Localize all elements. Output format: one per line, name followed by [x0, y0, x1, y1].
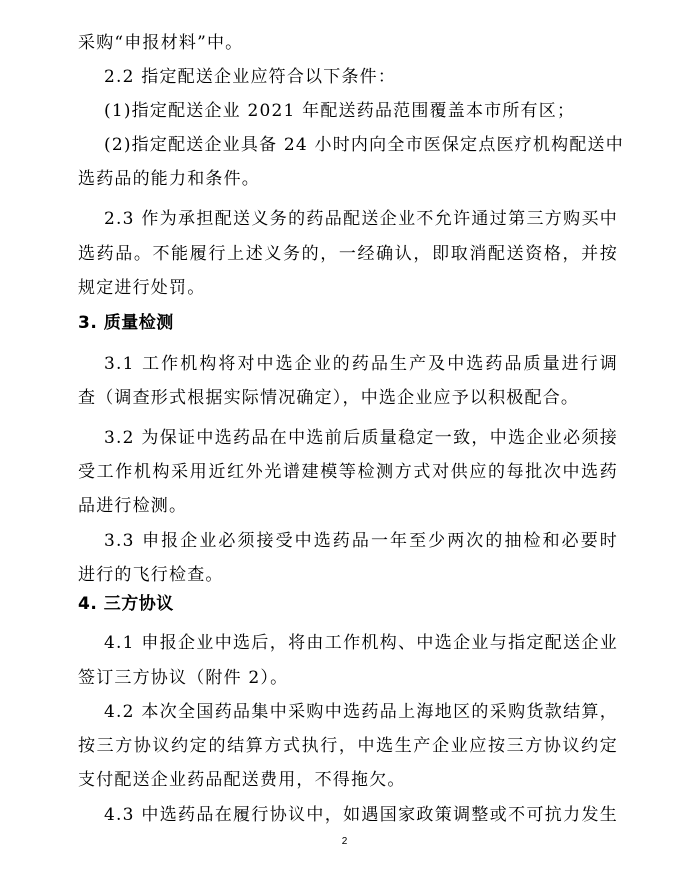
paragraph-line: 2.2 指定配送企业应符合以下条件：	[104, 67, 397, 87]
paragraph-line: 3.1 工作机构将对中选企业的药品生产及中选药品质量进行调	[104, 354, 618, 374]
paragraph-line: 4.2 本次全国药品集中采购中选药品上海地区的采购货款结算，	[104, 702, 618, 722]
section-heading: 4. 三方协议	[78, 594, 174, 614]
paragraph-line: 采购“申报材料”中。	[78, 33, 244, 53]
paragraph-line: 2.3 作为承担配送义务的药品配送企业不允许通过第三方购买中	[104, 209, 618, 229]
paragraph-line: 选药品。不能履行上述义务的，一经确认，即取消配送资格，并按	[78, 244, 618, 264]
paragraph-line: 3.3 申报企业必须接受中选药品一年至少两次的抽检和必要时	[104, 531, 618, 551]
paragraph-line: 4.3 中选药品在履行协议中，如遇国家政策调整或不可抗力发生	[104, 805, 618, 825]
paragraph-line: 支付配送企业药品配送费用，不得拖欠。	[78, 770, 406, 790]
paragraph-line: 品进行检测。	[78, 496, 188, 516]
paragraph-line: 按三方协议约定的结算方式执行，中选生产企业应按三方协议约定	[78, 736, 618, 756]
paragraph-line: 选药品的能力和条件。	[78, 169, 260, 189]
paragraph-line: 签订三方协议（附件 2）。	[78, 668, 289, 688]
paragraph-line: 进行的飞行检查。	[78, 565, 224, 585]
paragraph-line: (1)指定配送企业 2021 年配送药品范围覆盖本市所有区；	[104, 101, 576, 121]
paragraph-line: 查（调查形式根据实际情况确定），中选企业应予以积极配合。	[78, 388, 580, 408]
page-number: 2	[341, 836, 348, 847]
paragraph-line: (2)指定配送企业具备 24 小时内向全市医保定点医疗机构配送中	[104, 135, 624, 155]
paragraph-line: 4.1 申报企业中选后，将由工作机构、中选企业与指定配送企业	[104, 633, 618, 653]
paragraph-line: 规定进行处罚。	[78, 278, 206, 298]
paragraph-line: 受工作机构采用近红外光谱建模等检测方式对供应的每批次中选药	[78, 462, 618, 482]
paragraph-line: 3.2 为保证中选药品在中选前后质量稳定一致，中选企业必须接	[104, 428, 618, 448]
section-heading: 3. 质量检测	[78, 313, 174, 333]
